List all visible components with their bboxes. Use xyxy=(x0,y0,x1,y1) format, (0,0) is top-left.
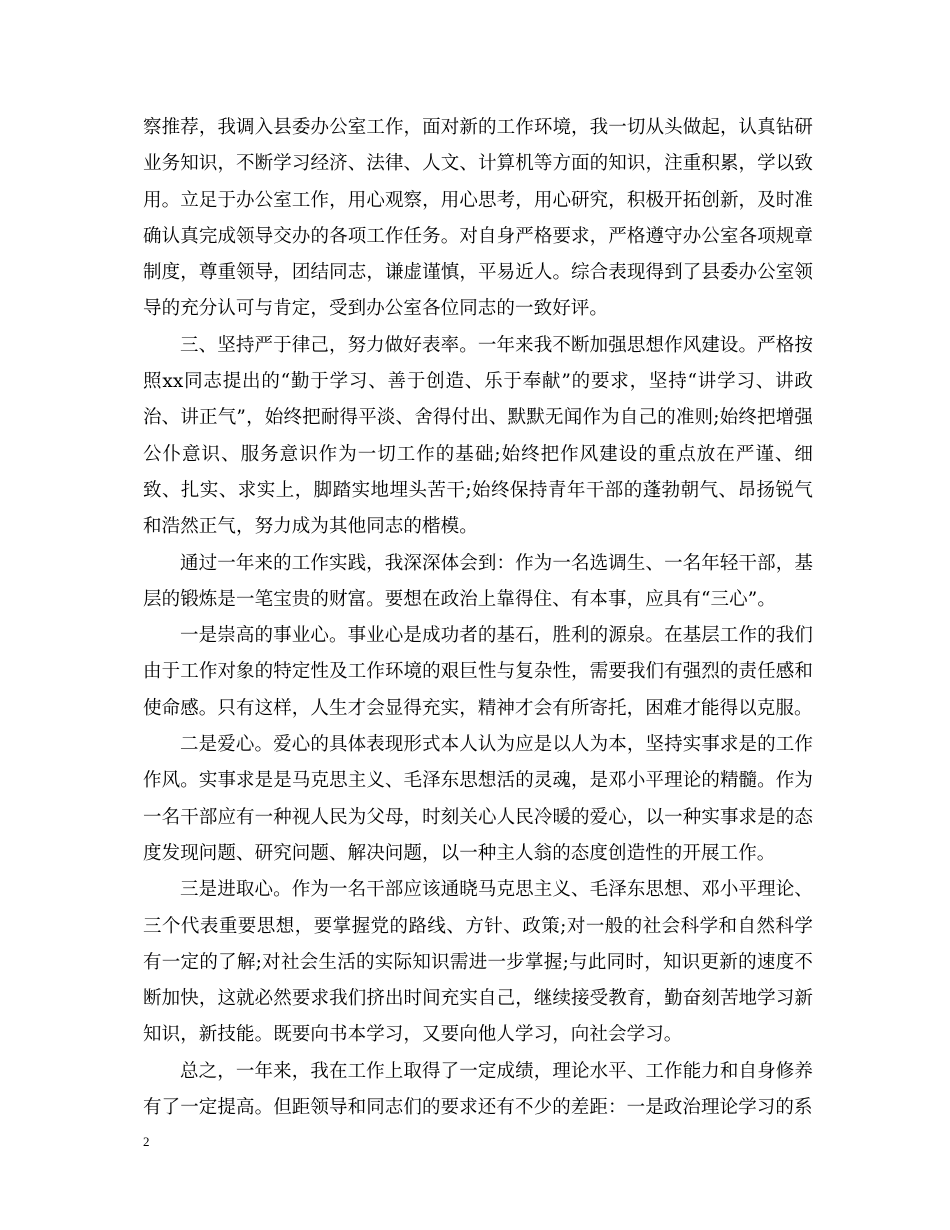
paragraph-2: 三、坚持严于律己，努力做好表率。一年来我不断加强思想作风建设。严格按照xx同志提出的“勤于学习、善于创造、乐于奉献”的要求，坚持“讲学习、讲政治、讲正气”，始终把耐得平淡、舍得付出、默默无闻作为自己的准则;始终把增强公仆意识、服务意识作为一切工作的基础;始终把作风建设的重点放在严谨、细致、扎实、求实上，脚踏实地埋头苦干;始终保持青年干部的蓬勃朝气、昂扬锐气和浩然正气，努力成为其他同志的楷模。 xyxy=(143,334,813,538)
paragraph-7: 总之，一年来，我在工作上取得了一定成绩，理论水平、工作能力和自身修养有了一定提高。但距领导和同志们的要求还有不少的差距：一是政治理论学习的系 xyxy=(143,1060,813,1119)
paragraph-3: 通过一年来的工作实践，我深深体会到：作为一名选调生、一名年轻干部，基层的锻炼是一笔宝贵的财富。要想在政治上靠得住、有本事，应具有“三心”。 xyxy=(143,552,813,610)
page-number: 2 xyxy=(143,1134,150,1149)
paragraph-4: 一是崇高的事业心。事业心是成功者的基石，胜利的源泉。在基层工作的我们由于工作对象的特定性及工作环境的艰巨性与复杂性，需要我们有强烈的责任感和使命感。只有这样，人生才会显得充实，精神才会有所寄托，困难才能得以克服。 xyxy=(143,625,813,719)
paragraph-6: 三是进取心。作为一名干部应该通晓马克思主义、毛泽东思想、邓小平理论、三个代表重要思想，要掌握党的路线、方针、政策;对一般的社会科学和自然科学有一定的了解;对社会生活的实际知识需进一步掌握;与此同时，知识更新的速度不断加快，这就必然要求我们挤出时间充实自己，继续接受教育，勤奋刻苦地学习新知识，新技能。既要向书本学习，又要向他人学习，向社会学习。 xyxy=(143,879,813,1046)
paragraph-5: 二是爱心。爱心的具体表现形式本人认为应是以人为本，坚持实事求是的工作作风。实事求是是马克思主义、毛泽东思想活的灵魂，是邓小平理论的精髓。作为一名干部应有一种视人民为父母，时刻关心人民冷暖的爱心，以一种实事求是的态度发现问题、研究问题、解决问题，以一种主人翁的态度创造性的开展工作。 xyxy=(143,734,813,864)
document-body xyxy=(143,110,813,1126)
paragraph-1: 察推荐，我调入县委办公室工作，面对新的工作环境，我一切从头做起，认真钻研业务知识，不断学习经济、法律、人文、计算机等方面的知识，注重积累，学以致用。立足于办公室工作，用心观察，用心思考，用心研究，积极开拓创新，及时准确认真完成领导交办的各项工作任务。对自身严格要求，严格遵守办公室各项规章制度，尊重领导，团结同志，谦虚谨慎，平易近人。综合表现得到了县委办公室领导的充分认可与肯定，受到办公室各位同志的一致好评。 xyxy=(143,117,813,320)
